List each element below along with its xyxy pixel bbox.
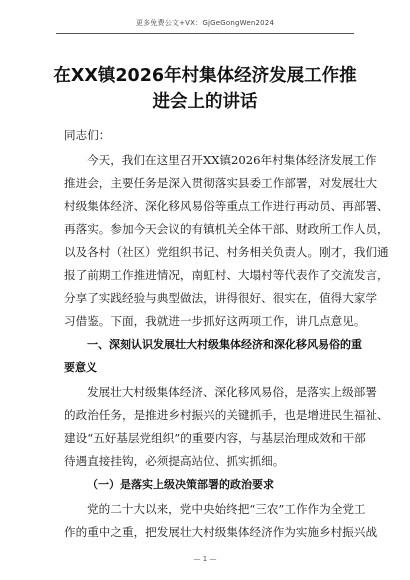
intro-line: 今天，我们在这里召开XX镇2026年村集体经济发展工作 [87, 153, 377, 167]
salutation: 同志们： [64, 128, 111, 142]
subsection-heading: （一）是落实上级决策部署的政治要求 [87, 478, 274, 491]
section-heading-line: 要意义 [64, 361, 97, 374]
document-title-line-2: 进会上的讲话 [152, 92, 258, 112]
document-title-line-1: 在XX镇2026年村集体经济发展工作推 [53, 66, 357, 86]
intro-line: 以及各村（社区）党组织书记、村务相关负责人。刚才，我们通 [64, 245, 389, 259]
intro-line: 村级集体经济、深化移风易俗等重点工作进行再动员、再部署、 [64, 199, 389, 213]
subsection-paragraph-line: 作的重中之重，把发展壮大村级集体经济作为实施乡村振兴战 [64, 525, 378, 539]
intro-line: 习借鉴。下面，我就进一步抓好这两项工作，讲几点意见。 [64, 314, 366, 328]
intro-line: 推进会，主要任务是深入贯彻落实县委工作部署，对发展壮大 [64, 176, 378, 190]
header-note: 更多免费公文+VX：GjGeGongWen2024 [135, 19, 275, 27]
section-paragraph-line: 建设“五好基层党组织”的重要内容，与基层治理成效和干部 [64, 431, 366, 445]
header-rule [56, 33, 354, 34]
subsection-paragraph-line: 党的二十大以来，党中央始终把“三农”工作作为全党工 [87, 502, 366, 516]
page-number: — 1 — [193, 555, 217, 563]
section-paragraph-line: 发展壮大村级集体经济、深化移风易俗，是落实上级部署 [87, 385, 377, 399]
section-paragraph-line: 待遇直接挂钩，必须提高站位、抓实抓细。 [64, 454, 285, 468]
intro-line: 分享了实践经验与典型做法，讲得很好、很实在，值得大家学 [64, 291, 378, 305]
intro-line: 报了前期工作推进情况，南虹村、大塌村等代表作了交流发言， [64, 268, 389, 282]
section-paragraph-line: 的政治任务，是推进乡村振兴的关键抓手，也是增进民生福祉、 [64, 408, 389, 422]
section-heading-line: 一、深刻认识发展壮大村级集体经济和深化移风易俗的重 [87, 338, 362, 351]
intro-line: 再落实。参加今天会议的有镇机关全体干部、财政所工作人员， [64, 222, 389, 236]
